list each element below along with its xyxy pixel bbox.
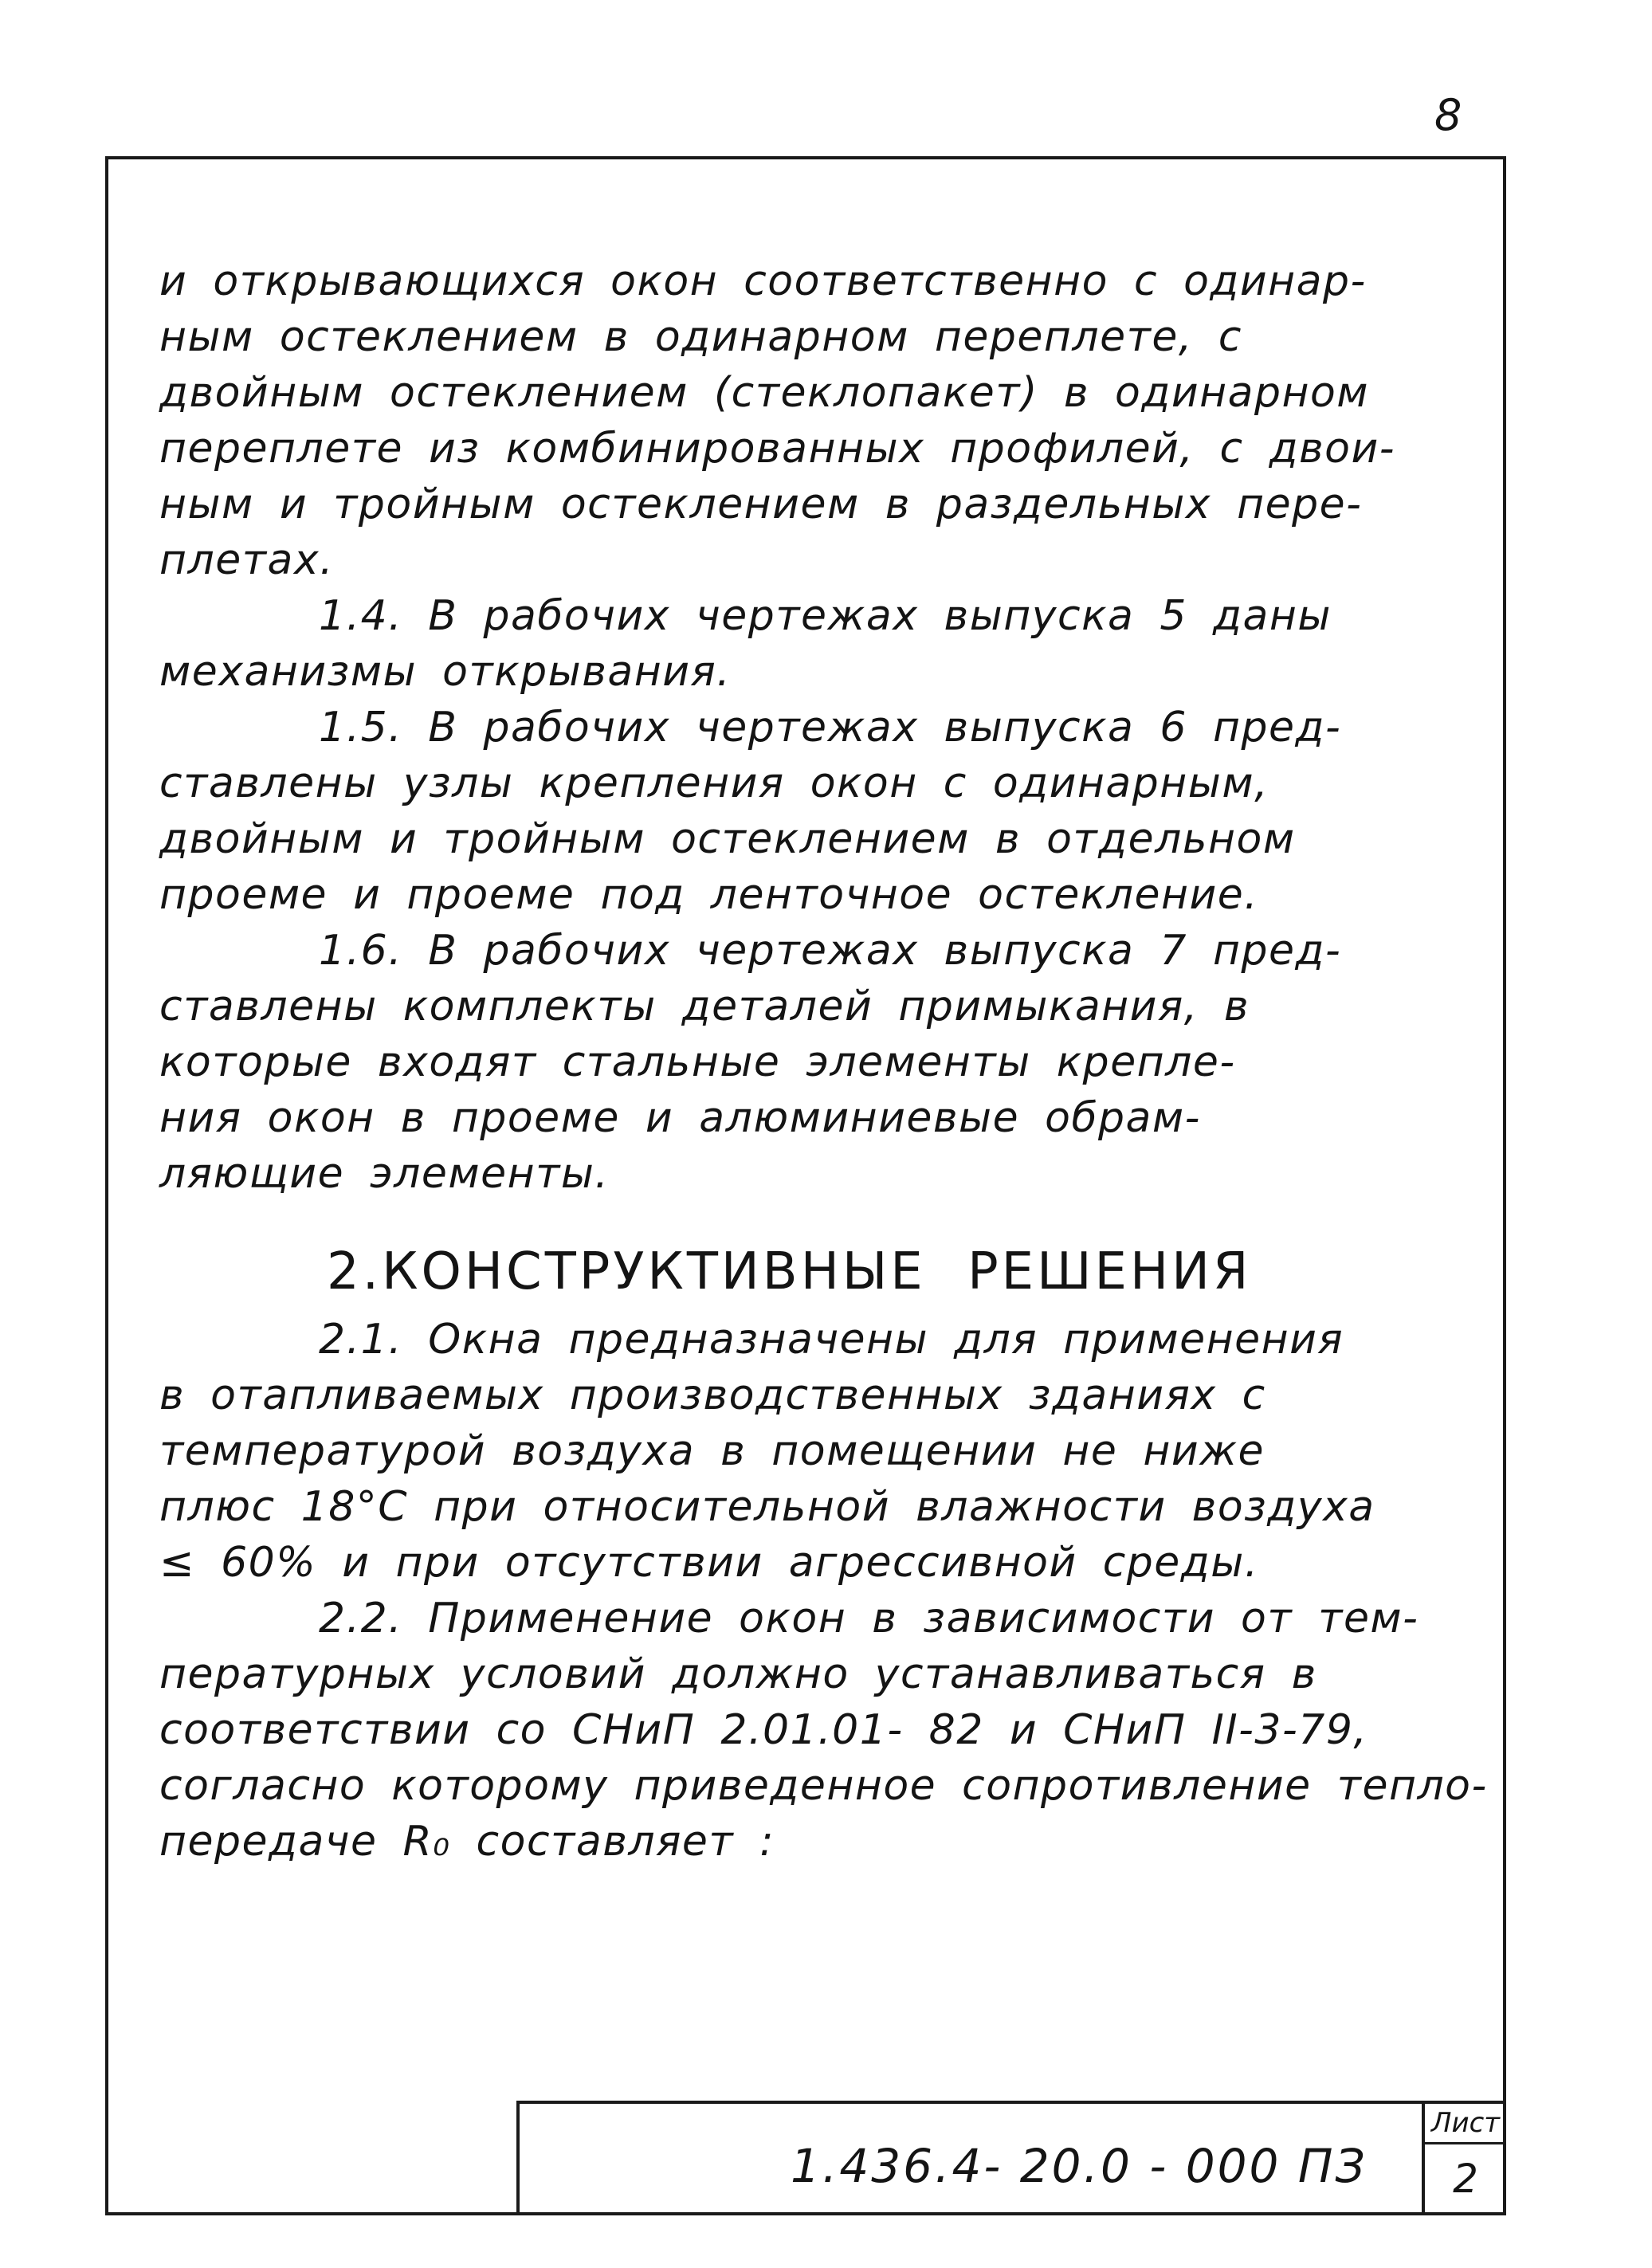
text-line: ным и тройным остеклением в раздельных пере- — [159, 481, 1363, 528]
document-code: 1.436.4- 20.0 - 000 ПЗ — [791, 2139, 1368, 2193]
paragraph-1-4-line: механизмы открывания. — [159, 648, 732, 696]
section-heading: 2.КОНСТРУКТИВНЫЕ РЕШЕНИЯ — [327, 1242, 1252, 1301]
paragraph-1-6-line: 1.6. В рабочих чертежах выпуска 7 пред- — [319, 927, 1342, 975]
paragraph-2-1-line: плюс 18°С при относительной влажности воздуха — [159, 1483, 1375, 1531]
paragraph-2-2-line: соответствии со СНиП 2.01.01- 82 и СНиП II-3-79, — [159, 1706, 1368, 1754]
paragraph-2-1-line: температурой воздуха в помещении не ниже — [159, 1427, 1265, 1475]
text-line: плетах. — [159, 536, 335, 584]
paragraph-1-4-line: 1.4. В рабочих чертежах выпуска 5 даны — [319, 592, 1332, 640]
paragraph-1-5-line: 1.5. В рабочих чертежах выпуска 6 пред- — [319, 704, 1342, 751]
text-line: и открывающихся окон соответственно с одинар- — [159, 257, 1367, 305]
document-body — [159, 253, 1488, 1870]
paragraph-1-6-line: ляющие элементы. — [159, 1150, 610, 1198]
sheet-label: Лист — [1425, 2104, 1506, 2144]
paragraph-2-2-line: согласно которому приведенное сопротивление тепло- — [159, 1762, 1488, 1810]
text-line: переплете из комбинированных профилей, с двои- — [159, 425, 1396, 473]
paragraph-2-2-line: передаче R₀ составляет : — [159, 1818, 775, 1866]
title-block — [516, 2101, 1506, 2215]
paragraph-1-5-line: проеме и проеме под ленточное остекление. — [159, 871, 1259, 919]
page-number: 8 — [1434, 90, 1462, 140]
paragraph-1-5-line: ставлены узлы крепления окон с одинарным, — [159, 759, 1269, 807]
paragraph-1-6-line: которые входят стальные элементы крепле- — [159, 1038, 1236, 1086]
paragraph-2-1-line: ≤ 60% и при отсутствии агрессивной среды. — [159, 1539, 1259, 1587]
text-line: двойным остеклением (стеклопакет) в одинарном — [159, 369, 1370, 417]
paragraph-2-1-line: 2.1. Окна предназначены для применения — [319, 1316, 1344, 1364]
sheet-number: 2 — [1453, 2156, 1478, 2202]
paragraph-1-6-line: ния окон в проеме и алюминиевые обрам- — [159, 1094, 1201, 1142]
paragraph-2-2-line: 2.2. Применение окон в зависимости от тем- — [319, 1595, 1419, 1642]
paragraph-2-2-line: пературных условий должно устанавливаться в — [159, 1650, 1317, 1698]
paragraph-2-1-line: в отапливаемых производственных зданиях с — [159, 1371, 1266, 1419]
paragraph-1-5-line: двойным и тройным остеклением в отдельном — [159, 815, 1296, 863]
sheet-box — [1422, 2104, 1506, 2215]
text-line: ным остеклением в одинарном переплете, с — [159, 313, 1243, 361]
paragraph-1-6-line: ставлены комплекты деталей примыкания, в — [159, 983, 1250, 1030]
